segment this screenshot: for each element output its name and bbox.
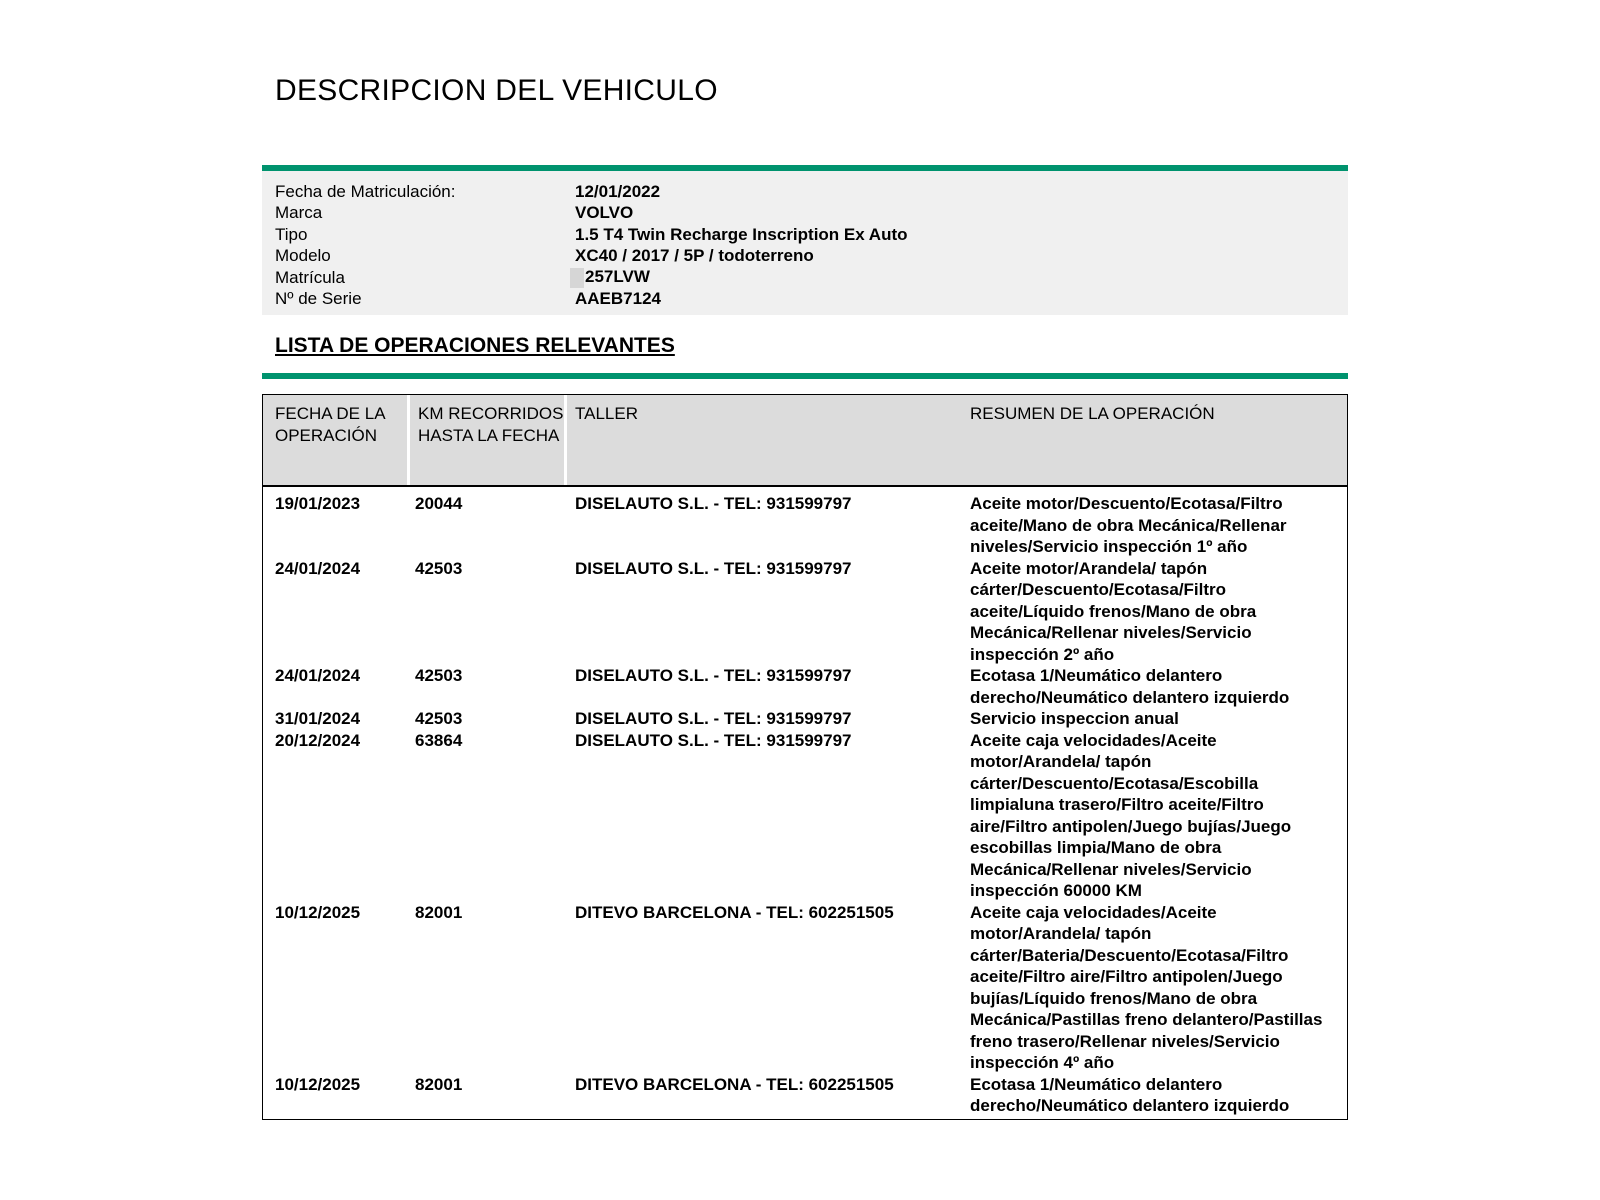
table-row [263,558,1347,666]
cell-km: 82001 [415,902,463,922]
table-row [263,902,1347,1074]
vehicle-row-serial [275,289,1348,311]
field-label: Modelo [275,246,331,266]
field-value: VOLVO [575,203,634,223]
field-value: 257LVW [585,267,650,287]
cell-date: 19/01/2023 [275,494,361,513]
cell-date: 10/12/2025 [275,1074,361,1094]
table-row [263,730,1347,902]
cell-summary: Ecotasa 1/Neumático delantero derecho/Neumático delantero izquierdo [970,1074,1290,1115]
cell-date: 31/01/2024 [275,709,361,728]
table-row [263,665,1347,708]
cell-workshop: DITEVO BARCELONA - TEL: 602251505 [575,902,894,922]
table-row [263,493,1347,558]
redaction-mask [570,268,584,288]
field-label: Nº de Serie [275,289,362,309]
cell-km: 82001 [415,1074,463,1094]
cell-km: 42503 [415,558,463,578]
cell-summary: Aceite caja velocidades/Aceite motor/Arandela/ tapón cárter/Descuento/Ecotasa/Escobilla limpialuna trasero/Filtro aceite/Filtro aire/Filtro antipolen/Juego bujías/Juego escobillas limpia/Mano de obra Mecánica/Rellenar niveles/Servicio inspección 60000 KM [970,730,1292,900]
vehicle-info-panel [262,171,1348,315]
cell-summary: Servicio inspeccion anual [970,709,1179,728]
vehicle-row-type [275,224,1348,246]
column-header-workshop: TALLER [575,404,638,423]
table-row [263,1074,1347,1117]
vehicle-row-plate [275,267,1348,289]
field-label: Marca [275,203,323,223]
field-value: 12/01/2022 [575,181,661,201]
field-value: AAEB7124 [575,289,661,309]
vehicle-row-registration-date [275,181,1348,203]
cell-workshop: DISELAUTO S.L. - TEL: 931599797 [575,709,852,728]
table-header [263,395,1347,487]
operations-table [262,394,1348,1120]
column-header-date: FECHA DE LA OPERACIÓN [275,404,385,445]
cell-workshop: DISELAUTO S.L. - TEL: 931599797 [575,730,852,750]
cell-summary: Ecotasa 1/Neumático delantero derecho/Neumático delantero izquierdo [970,666,1290,707]
cell-workshop: DITEVO BARCELONA - TEL: 602251505 [575,1074,894,1094]
cell-km: 42503 [415,666,463,685]
operations-title: LISTA DE OPERACIONES RELEVANTES [275,334,675,357]
column-header-summary: RESUMEN DE LA OPERACIÓN [970,404,1215,423]
cell-workshop: DISELAUTO S.L. - TEL: 931599797 [575,494,852,513]
cell-workshop: DISELAUTO S.L. - TEL: 931599797 [575,558,852,578]
table-row [263,708,1347,730]
field-label: Fecha de Matriculación: [275,181,456,201]
field-label: Tipo [275,224,308,244]
vehicle-row-brand [275,203,1348,225]
plate-value-wrapper [575,267,650,288]
cell-km: 42503 [415,709,463,728]
vehicle-row-model [275,246,1348,268]
cell-workshop: DISELAUTO S.L. - TEL: 931599797 [575,666,852,685]
cell-date: 24/01/2024 [275,666,361,685]
field-label: Matrícula [275,267,345,287]
cell-date: 10/12/2025 [275,902,361,922]
cell-km: 20044 [415,494,463,513]
cell-date: 24/01/2024 [275,558,361,578]
cell-summary: Aceite caja velocidades/Aceite motor/Arandela/ tapón cárter/Bateria/Descuento/Ecotasa/Filtro aceite/Filtro aire/Filtro antipolen/Juego bujías/Líquido frenos/Mano de obra Mecánica/Pastillas freno delantero/Pastillas freno trasero/Rellenar niveles/Servicio inspección 4º año [970,902,1323,1072]
section-divider [262,373,1348,379]
cell-summary: Aceite motor/Arandela/ tapón cárter/Descuento/Ecotasa/Filtro aceite/Líquido frenos/Mano de obra Mecánica/Rellenar niveles/Servicio inspección 2º año [970,558,1257,664]
cell-date: 20/12/2024 [275,730,361,750]
column-header-km: KM RECORRIDOS HASTA LA FECHA [407,395,567,485]
page-title: DESCRIPCION DEL VEHICULO [275,74,718,107]
table-body [263,487,1347,1117]
field-value: XC40 / 2017 / 5P / todoterreno [575,246,814,266]
cell-km: 63864 [415,730,463,750]
field-value: 1.5 T4 Twin Recharge Inscription Ex Auto [575,224,908,244]
cell-summary: Aceite motor/Descuento/Ecotasa/Filtro aceite/Mano de obra Mecánica/Rellenar niveles/Servicio inspección 1º año [970,494,1287,556]
